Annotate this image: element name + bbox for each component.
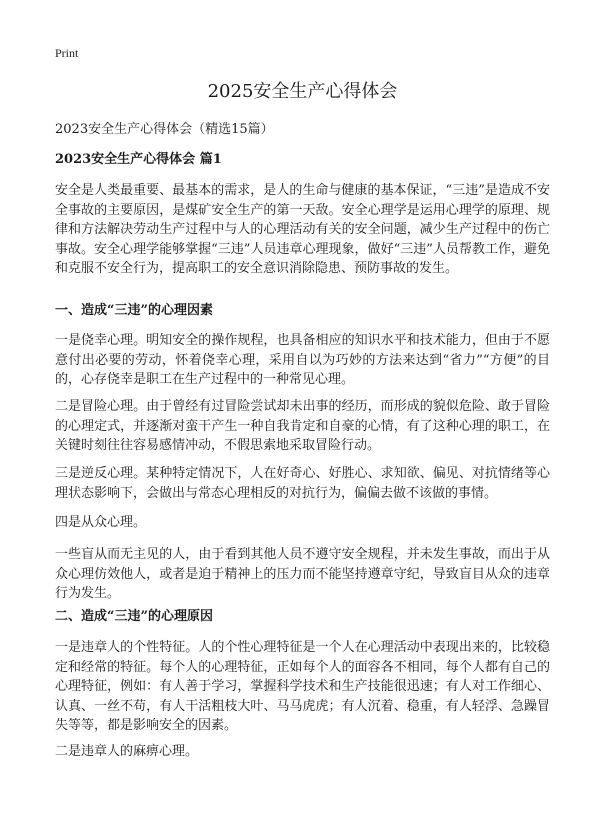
- paragraph-personality: 一是违章人的个性特征。人的个性心理特征是一个人在心理活动中表现出来的，比较稳定和经常的特征。每个人的心理特征，正如每个人的面容各不相同，每个人都有自己的心理特征，例如：有人善于学习，掌握科学技术和生产技能很迅速；有人对工作细心、认真、一丝不苟，有人干活粗枝大叶、马马虎虎；有人沉着、稳重，有人轻浮、急躁冒失等等，都是影响安全的因素。: [55, 640, 550, 733]
- document-title: 2025安全生产心得体会: [207, 81, 398, 102]
- paragraph-negligence: 二是违章人的麻痹心理。: [55, 744, 199, 759]
- print-link[interactable]: Print: [55, 46, 79, 60]
- paragraph-rebellion: 三是逆反心理。某种特定情况下，人在好奇心、好胜心、求知欲、偏见、对抗情绪等心理状态影响下，会做出与常态心理相反的对抗行为，偏偏去做不该做的事情。: [55, 466, 550, 501]
- document-subtitle: 2023安全生产心得体会（精选15篇）: [55, 122, 274, 137]
- paragraph-luck: 一是侥幸心理。明知安全的操作规程，也具备相应的知识水平和技术能力，但由于不愿意付出必要的劳动，怀着侥幸心理，采用自以为巧妙的方法来达到“省力”“方便”的目的，心存侥幸是职工在生产过程中的一种常见心理。: [55, 333, 550, 387]
- heading-psych-causes: 二、造成“三违”的心理原因: [55, 609, 213, 624]
- paragraph-risk: 二是冒险心理。由于曾经有过冒险尝试却未出事的经历，而形成的貌似危险、敢于冒险的心理定式，并逐渐对蛮干产生一种自我肯定和自豪的心情，有了这种心理的职工，在关键时刻往往容易感情冲动，不假思索地采取冒险行动。: [55, 399, 550, 453]
- paragraph-intro: 安全是人类最重要、最基本的需求，是人的生命与健康的基本保证，“三违”是造成不安全事故的主要原因，是煤矿安全生产的第一天敌。安全心理学是运用心理学的原理、规律和方法解决劳动生产过程中与人的心理活动有关的安全问题，减少生产过程中的伤亡事故。安全心理学能够掌握“三违”人员违章心理现象，做好“三违”人员帮教工作，避免和克服不安全行为，提高职工的安全意识消除隐患、预防事故的发生。: [55, 183, 550, 276]
- heading-psych-factors: 一、造成“三违”的心理因素: [55, 303, 213, 318]
- section-title: 2023安全生产心得体会 篇1: [55, 152, 222, 167]
- paragraph-conformity: 一些盲从而无主见的人，由于看到其他人员不遵守安全规程，并未发生事故，而出于从众心理仿效他人，或者是迫于精神上的压力而不能坚持遵章守纪，导致盲目从众的违章行为发生。: [55, 547, 550, 601]
- paragraph-conformity-heading: 四是从众心理。: [55, 515, 147, 530]
